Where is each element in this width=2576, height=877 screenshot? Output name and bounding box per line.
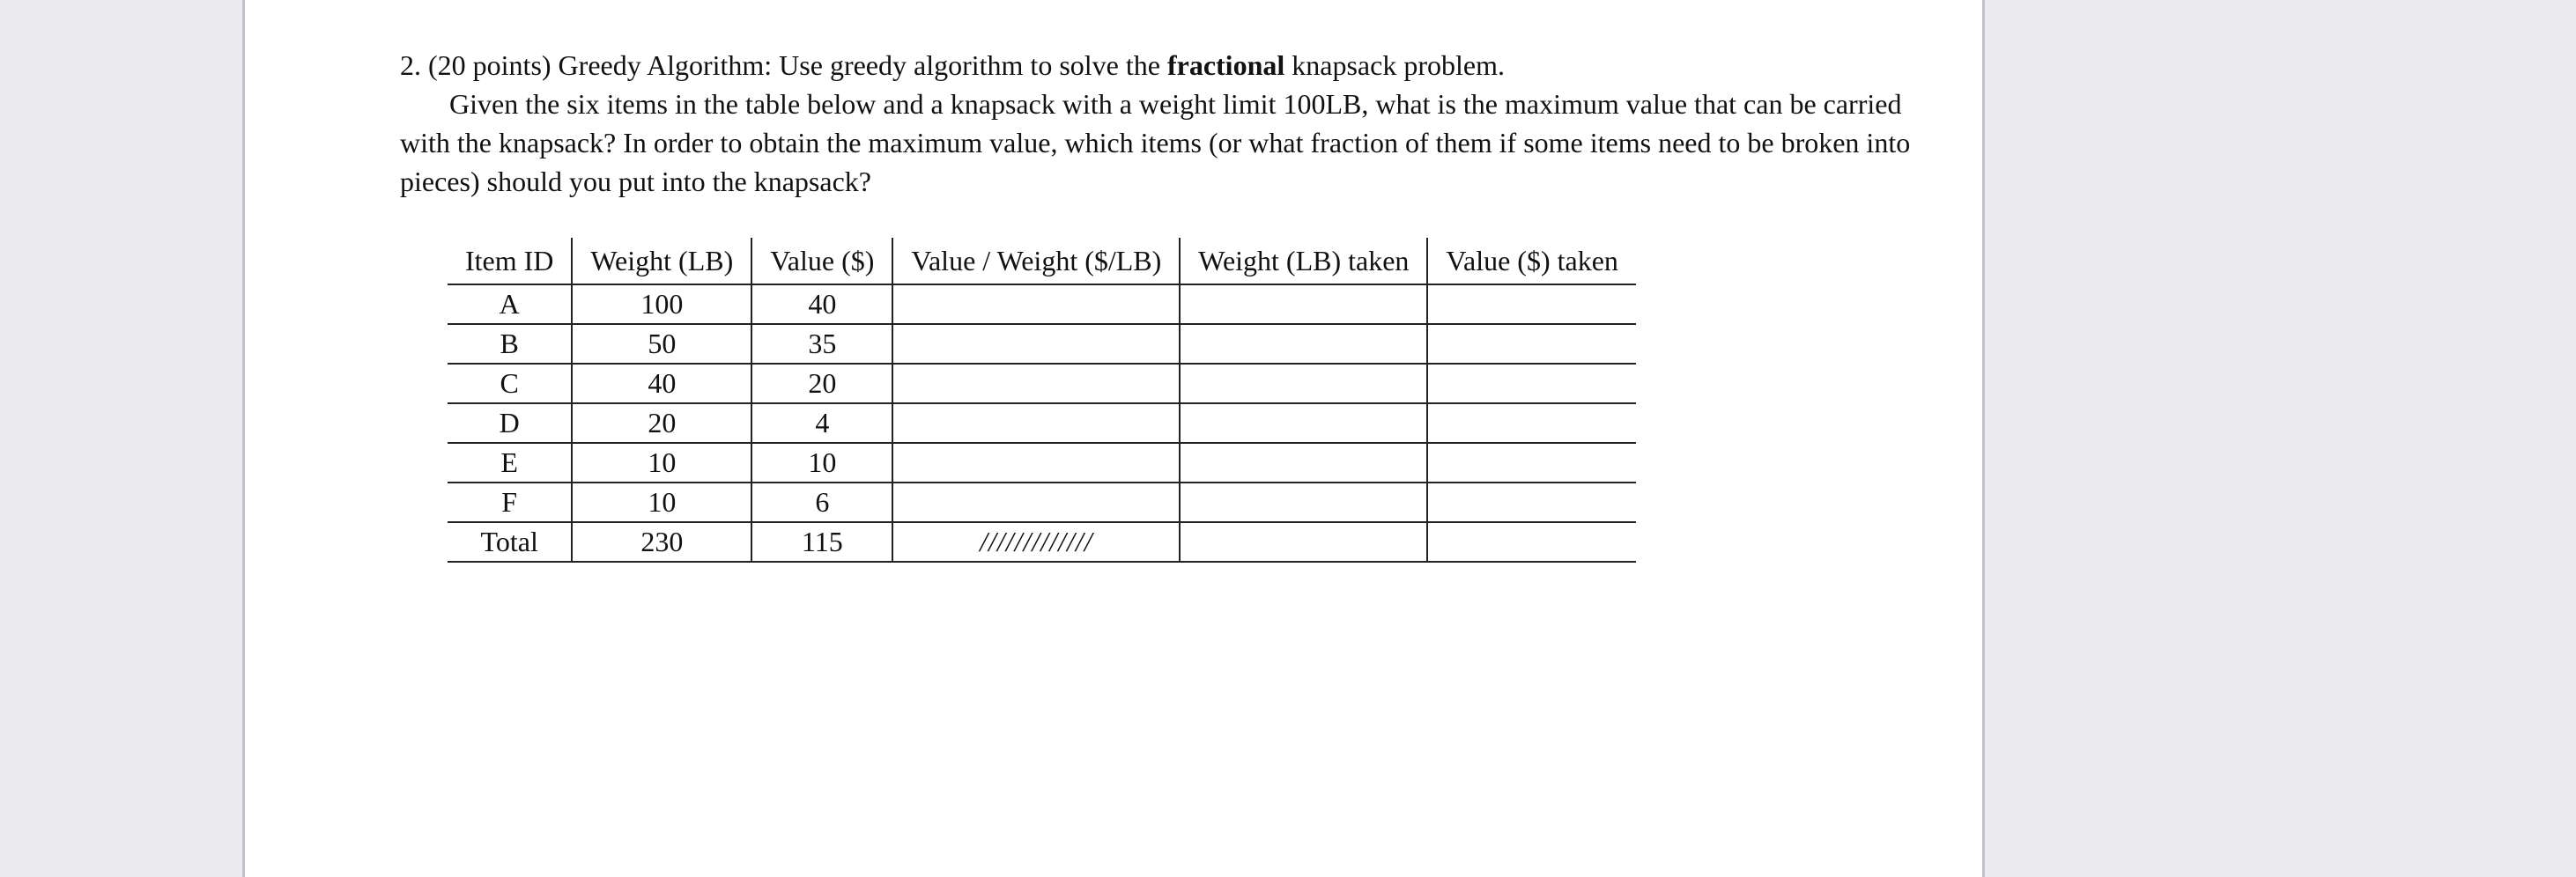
cell-weight: 230	[572, 522, 751, 562]
cell-value-per-weight	[892, 403, 1180, 443]
cell-value: 40	[751, 284, 892, 324]
cell-value-per-weight	[892, 364, 1180, 403]
cell-value-per-weight	[892, 483, 1180, 522]
cell-weight: 100	[572, 284, 751, 324]
col-header-weight-taken: Weight (LB) taken	[1180, 238, 1427, 284]
question-block	[400, 46, 1933, 201]
cell-weight-taken	[1180, 483, 1427, 522]
cell-item-id: F	[448, 483, 572, 522]
cell-value: 115	[751, 522, 892, 562]
question-number: 2.	[400, 49, 421, 81]
cell-value-taken	[1427, 522, 1635, 562]
cell-item-id: E	[448, 443, 572, 483]
cell-weight: 10	[572, 443, 751, 483]
cell-weight: 20	[572, 403, 751, 443]
col-header-value-per-weight: Value / Weight ($/LB)	[892, 238, 1180, 284]
cell-weight-taken	[1180, 284, 1427, 324]
question-points: (20 points)	[428, 49, 551, 81]
table-header-row	[448, 238, 1636, 284]
cell-item-id: A	[448, 284, 572, 324]
cell-item-id: D	[448, 403, 572, 443]
cell-weight-taken	[1180, 364, 1427, 403]
cell-value-taken	[1427, 483, 1635, 522]
cell-weight-taken	[1180, 403, 1427, 443]
cell-item-id: B	[448, 324, 572, 364]
cell-value-taken	[1427, 284, 1635, 324]
cell-weight: 40	[572, 364, 751, 403]
cell-value-taken	[1427, 403, 1635, 443]
cell-value: 6	[751, 483, 892, 522]
cell-weight: 50	[572, 324, 751, 364]
table-total-row	[448, 522, 1636, 562]
table-row	[448, 284, 1636, 324]
table-row	[448, 483, 1636, 522]
document-page	[242, 0, 1985, 877]
table-row	[448, 403, 1636, 443]
cell-value: 20	[751, 364, 892, 403]
cell-value-per-weight	[892, 443, 1180, 483]
cell-item-id: Total	[448, 522, 572, 562]
table-row	[448, 324, 1636, 364]
table-row	[448, 443, 1636, 483]
cell-value: 4	[751, 403, 892, 443]
cell-value-per-weight	[892, 284, 1180, 324]
question-title: Greedy Algorithm:	[558, 49, 773, 81]
cell-item-id: C	[448, 364, 572, 403]
table-row	[448, 364, 1636, 403]
cell-value: 35	[751, 324, 892, 364]
cell-value-per-weight	[892, 324, 1180, 364]
col-header-value-taken: Value ($) taken	[1427, 238, 1635, 284]
knapsack-table	[448, 238, 1636, 563]
question-body	[400, 85, 1933, 201]
cell-value-taken	[1427, 324, 1635, 364]
col-header-value: Value ($)	[751, 238, 892, 284]
cell-value-per-weight: /////////////	[892, 522, 1180, 562]
cell-value: 10	[751, 443, 892, 483]
cell-value-taken	[1427, 443, 1635, 483]
question-bold-word: fractional	[1166, 49, 1285, 81]
question-intro: Use greedy algorithm to solve the	[779, 49, 1160, 81]
table-body	[448, 284, 1636, 562]
question-title-line	[400, 46, 1933, 85]
col-header-item-id: Item ID	[448, 238, 572, 284]
question-body-text: Given the six items in the table below and a knapsack with a weight limit 100LB, what is the maximum value that can be carried with the knapsack? In order to obtain the maximum value, which items (or what fraction of them if some items need to be broken into pieces) should you put into the knapsack?	[400, 88, 1911, 197]
cell-weight-taken	[1180, 324, 1427, 364]
question-intro-end: knapsack problem.	[1292, 49, 1505, 81]
col-header-weight: Weight (LB)	[572, 238, 751, 284]
cell-value-taken	[1427, 364, 1635, 403]
cell-weight-taken	[1180, 443, 1427, 483]
cell-weight-taken	[1180, 522, 1427, 562]
cell-weight: 10	[572, 483, 751, 522]
